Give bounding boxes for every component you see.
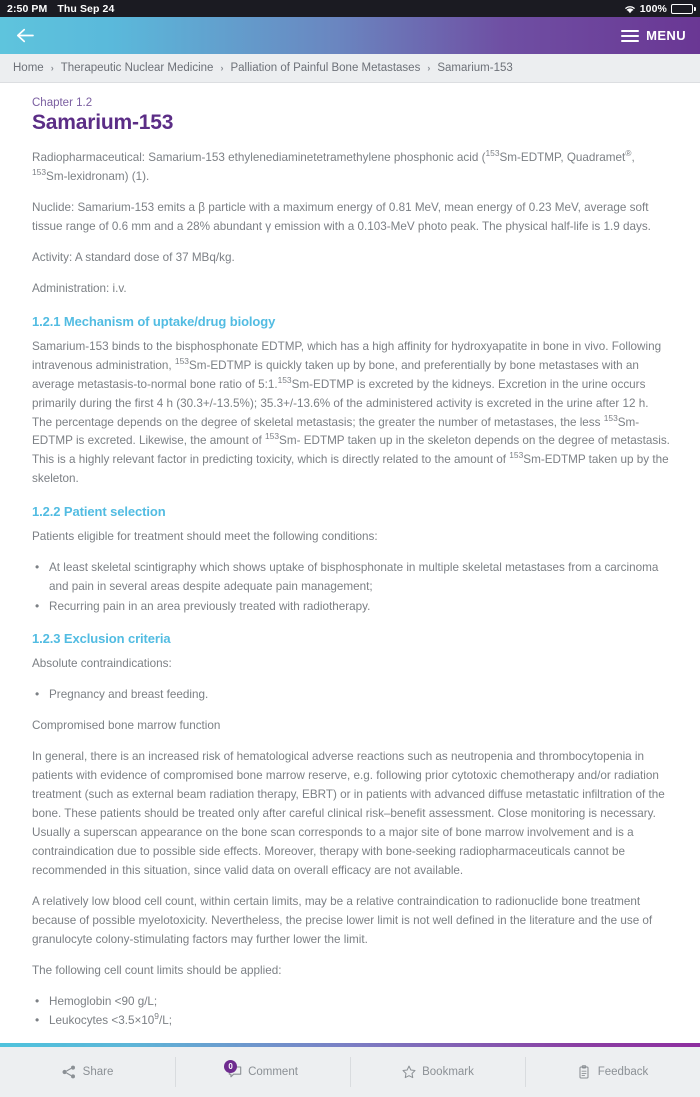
breadcrumb-item-palliation[interactable]: Palliation of Painful Bone Metastases (230, 62, 421, 74)
share-button[interactable] (0, 1047, 175, 1097)
absolute-contraindications-list (32, 686, 670, 705)
share-label: Share (82, 1066, 114, 1078)
wifi-icon (624, 4, 636, 14)
cell-count-list (32, 993, 670, 1031)
mechanism-heading: 1.2.1 Mechanism of uptake/drug biology (32, 313, 276, 329)
comment-count-badge: 0 (224, 1060, 237, 1073)
status-time: 2:50 PM (7, 2, 48, 15)
comment-label: Comment (248, 1066, 298, 1078)
status-bar (0, 0, 700, 17)
paragraph-compromised-marrow: Compromised bone marrow function (32, 719, 221, 733)
paragraph-cell-count-intro: The following cell count limits should be applied: (32, 963, 282, 977)
list-item: • Recurring pain in an area previously treated with radiotherapy. (32, 598, 670, 617)
star-icon (401, 1065, 416, 1080)
breadcrumb-separator: › (50, 63, 54, 73)
bottom-toolbar-wrapper (0, 1043, 700, 1097)
status-date: Thu Sep 24 (57, 2, 115, 15)
status-bar-left (7, 3, 114, 15)
back-arrow-icon (16, 28, 35, 43)
feedback-label: Feedback (597, 1066, 649, 1078)
breadcrumb-item-current: Samarium-153 (437, 62, 513, 74)
chapter-label: Chapter 1.2 (32, 97, 93, 109)
patient-selection-heading: 1.2.2 Patient selection (32, 504, 166, 520)
paragraph-absolute-contraindications: Absolute contraindications: (32, 657, 172, 671)
battery-percent-label: 100% (639, 2, 667, 15)
bottom-toolbar (0, 1047, 700, 1097)
menu-button[interactable] (621, 28, 686, 43)
bookmark-label: Bookmark (422, 1066, 474, 1078)
app-header (0, 17, 700, 54)
document-body (32, 149, 670, 1031)
breadcrumb-item-therapeutic-nuclear-medicine[interactable]: Therapeutic Nuclear Medicine (60, 62, 214, 74)
battery-icon (671, 4, 693, 14)
paragraph-administration: Administration: i.v. (32, 281, 127, 295)
page-title: Samarium-153 (32, 111, 174, 134)
paragraph-patient-selection-intro: Patients eligible for treatment should meet the following conditions: (32, 530, 378, 544)
paragraph-radiopharmaceutical: Radiopharmaceutical: Samarium-153 ethylenediaminetetramethylene phosphonic acid ($^{153}$Sm-EDTMP, Quadramet®, $^{153}$Sm-lexidronam) (1). (32, 148, 635, 183)
breadcrumb (0, 54, 700, 83)
comment-icon (227, 1061, 242, 1080)
bookmark-button[interactable] (350, 1047, 525, 1097)
paragraph-nuclide: Nuclide: Samarium-153 emits a β particle with a maximum energy of 0.81 MeV, mean energy of 0.23 MeV, average soft tissue range of 0.6 mm and a 28% abundant γ emission with a 0.103-MeV photo peak. The physical half-life is 1.9 days. (32, 200, 651, 233)
paragraph-marrow-detail: In general, there is an increased risk of hematological adverse reactions such as neutropenia and thrombocytopenia in patients with evidence of compromised bone marrow reserve, e.g. following prior cytotoxic chemotherapy and/or radiation treatment (such as external beam radiation therapy, EBRT) or in patients with advanced diffuse metastatic infiltration of the bone. These patients should be treated only after careful clinical risk–benefit assessment. Close monitoring is necessary. Usually a superscan appearance on the bone scan corresponds to a major site of bone marrow involvement and is a contraindication due to possible side effects. Moreover, therapy with bone-seeking radiopharmaceuticals cannot be recommended in this situation, since valid data on overall efficacy are not available. (32, 750, 665, 877)
breadcrumb-item-home[interactable]: Home (13, 62, 44, 74)
list-item: • At least skeletal scintigraphy which shows uptake of bisphosphonate in multiple skeletal metastases from a carcinoma and pain in several areas despite adequate pain management; (32, 559, 670, 596)
list-item: • Pregnancy and breast feeding. (32, 686, 670, 705)
comment-button[interactable] (175, 1047, 350, 1097)
paragraph-activity: Activity: A standard dose of 37 MBq/kg. (32, 250, 235, 264)
back-button[interactable] (14, 25, 36, 47)
status-bar-right (624, 3, 693, 15)
paragraph-mechanism-body: Samarium-153 binds to the bisphosphonate EDTMP, which has a high affinity for hydroxyapatite in bone in vivo. Following intravenous administration, $^{153}$Sm-EDTMP is quickly taken up by bone, and preferentially by bone metastases with an average metastasis-to-normal bone ratio of 5:1.$^{153}$Sm-EDTMP is excreted by the kidneys. Excretion in the urine occurs primarily during the first 4 h (30.3+/-13.5%); 35.3+/-13.6% of the administered activity is excreted in the urine after 12 h. The percentage depends on the degree of skeletal metastasis; the greater the number of metastases, the less $^{153}$Sm-EDTMP is excreted. Likewise, the amount of $^{153}$Sm- EDTMP taken up in the skeleton depends on the degree of metastasis. This is a highly relevant factor in predicting toxicity, which is directly related to the amount of $^{153}$Sm-EDTMP taken up by the skeleton. (32, 339, 670, 486)
exclusion-criteria-heading: 1.2.3 Exclusion criteria (32, 631, 171, 647)
list-item: • Hemoglobin <90 g/L; (32, 993, 670, 1012)
paragraph-low-blood-count: A relatively low blood cell count, within certain limits, may be a relative contraindication to radionuclide bone treatment because of possible myelotoxicity. Nevertheless, the precise lower limit is not well defined in the literature and the use of granulocyte colony-stimulating factors may further lower the limit. (32, 894, 653, 946)
hamburger-icon (621, 30, 639, 42)
breadcrumb-separator: › (427, 63, 431, 73)
breadcrumb-separator: › (220, 63, 224, 73)
patient-selection-list (32, 559, 670, 616)
share-icon (62, 1065, 77, 1080)
document-content[interactable] (0, 83, 700, 1043)
feedback-button[interactable] (525, 1047, 700, 1097)
clipboard-icon (577, 1065, 592, 1080)
menu-label: MENU (646, 28, 686, 43)
list-item: • Leukocytes $<3.5\times 10^9/L$; (32, 1012, 670, 1031)
